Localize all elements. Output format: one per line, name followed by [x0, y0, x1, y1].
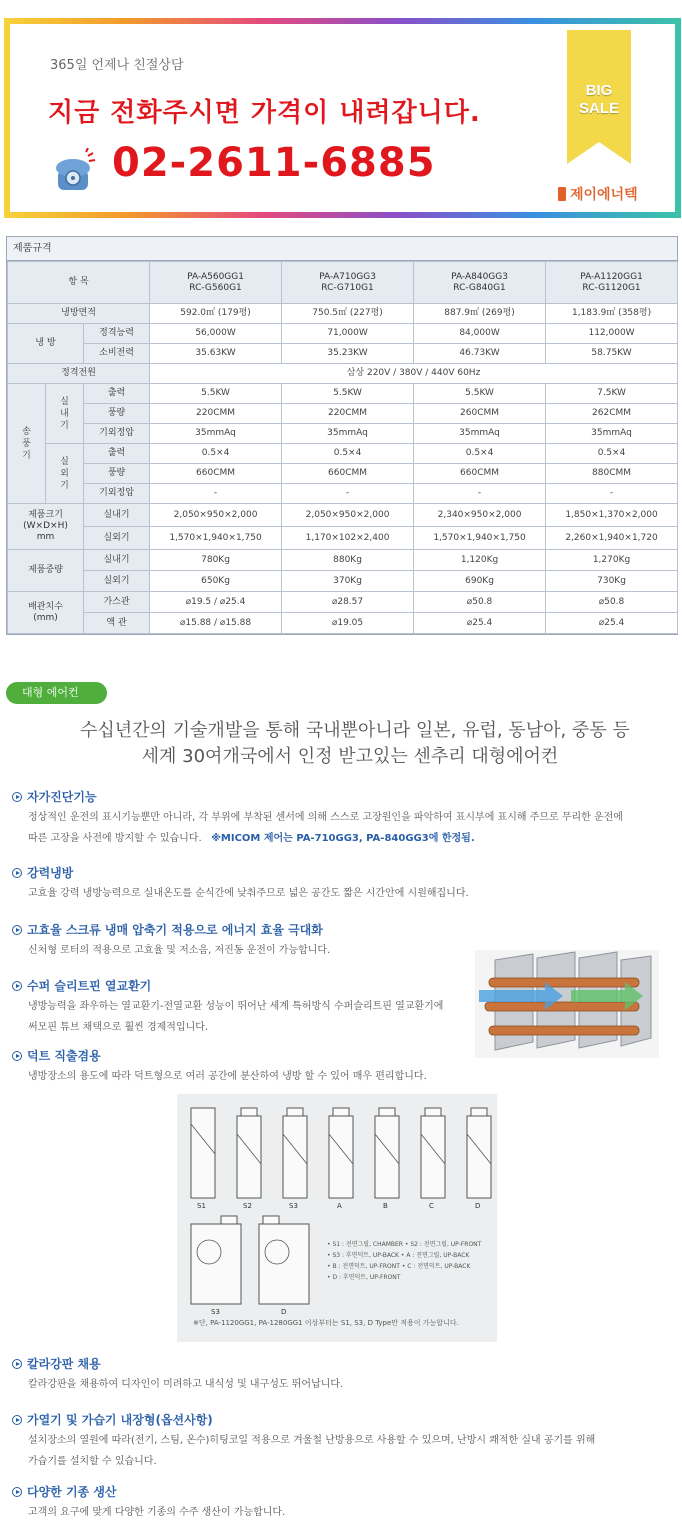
sale-line-2: SALE	[578, 100, 619, 117]
feature-line: 설치장소의 열원에 따라(전기, 스팀, 온수)히팅코일 적용으로 겨울철 난방용으로 사용할 수 있으며, 난방시 쾌적한 실내 공기를 위해	[28, 1435, 596, 1446]
table-row-size-outdoor	[8, 527, 678, 550]
feature-text	[28, 940, 330, 961]
size-label-unit: mm	[36, 532, 55, 542]
item-header: 항 목	[8, 262, 150, 304]
row-label: 실외기	[84, 527, 150, 550]
table-cell: 2,050×950×2,000	[282, 504, 414, 527]
feature-title-text: 강력냉방	[27, 866, 74, 880]
table-cell: 880CMM	[546, 464, 678, 484]
table-cell: 35mmAq	[546, 424, 678, 444]
feature-line: 고객의 요구에 맞게 다양한 기종의 수주 생산이 가능합니다.	[28, 1507, 286, 1518]
table-cell: 56,000W	[150, 324, 282, 344]
bullet-icon	[12, 1415, 22, 1425]
bullet-icon	[12, 868, 22, 878]
bullet-icon	[12, 981, 22, 991]
duct-label: D	[281, 1308, 287, 1316]
model-cell	[546, 262, 678, 304]
duct-label: A	[337, 1202, 342, 1210]
row-group-label: 냉 방	[8, 324, 84, 364]
feature-title-text: 덕트 직출겸용	[27, 1049, 101, 1063]
table-cell: 370Kg	[282, 571, 414, 592]
promo-banner	[4, 18, 681, 218]
row-subgroup-label	[46, 384, 84, 444]
feature-line: 냉방장소의 용도에 따라 덕트형으로 여러 공간에 분산하여 냉방 할 수 있어 매우 편리합니다.	[28, 1071, 427, 1082]
feature-line	[28, 828, 623, 849]
feature-title	[12, 1355, 101, 1372]
table-cell: 1,120Kg	[414, 550, 546, 571]
feature-text	[28, 883, 469, 904]
feature-title-text: 다양한 기종 생산	[27, 1485, 117, 1499]
blower-label: 송 풍 기	[22, 426, 31, 461]
table-row-weight-outdoor	[8, 571, 678, 592]
row-label: 출력	[84, 384, 150, 404]
table-cell: 592.0㎡ (179평)	[150, 304, 282, 324]
feature-title	[12, 788, 97, 805]
row-label: 액 관	[84, 613, 150, 634]
table-row-power-consumption	[8, 344, 678, 364]
table-cell: -	[150, 484, 282, 504]
row-label: 정격능력	[84, 324, 150, 344]
table-cell: 46.73KW	[414, 344, 546, 364]
table-cell: 2,050×950×2,000	[150, 504, 282, 527]
table-cell: 7.5KW	[546, 384, 678, 404]
feature-line: 정상적인 운전의 표시기능뿐만 아니라, 각 부위에 부착된 센서에 의해 스스로 고장원인을 파악하여 표시부에 표시해 주므로 무리한 운전에	[28, 812, 623, 823]
table-cell: 2,260×1,940×1,720	[546, 527, 678, 550]
row-group-label: 제품중량	[8, 550, 84, 592]
spec-table	[7, 261, 678, 634]
table-cell: 887.9㎡ (269평)	[414, 304, 546, 324]
duct-caption: ※단, PA-1120GG1, PA-1280GG1 이상부터는 S1, S3, D Type만 적용이 가능합니다.	[193, 1319, 459, 1327]
table-row-weight-indoor	[8, 550, 678, 571]
feature-note: ※MICOM 제어는 PA-710GG3, PA-840GG3에 한정됨.	[211, 833, 475, 844]
row-subgroup-label	[46, 444, 84, 504]
table-row-size-indoor	[8, 504, 678, 527]
bullet-icon	[12, 1359, 22, 1369]
table-cell: 5.5KW	[282, 384, 414, 404]
row-label: 풍량	[84, 464, 150, 484]
table-cell: 58.75KW	[546, 344, 678, 364]
feature-text	[28, 1430, 595, 1472]
table-cell: 660CMM	[150, 464, 282, 484]
bullet-icon	[12, 925, 22, 935]
row-label: 기외정압	[84, 424, 150, 444]
table-cell: ⌀25.4	[546, 613, 678, 634]
table-row-models	[8, 262, 678, 304]
table-row-outdoor-output	[8, 444, 678, 464]
feature-title	[12, 864, 73, 881]
feature-text	[28, 996, 443, 1038]
feature-line: 신처형 로터의 적용으로 고효율 및 저소음, 저진동 운전이 가능합니다.	[28, 945, 331, 956]
row-group-label	[8, 504, 84, 550]
row-label: 풍량	[84, 404, 150, 424]
table-cell: 780Kg	[150, 550, 282, 571]
bullet-icon	[12, 792, 22, 802]
model-name: PA-A840GG3	[451, 271, 508, 282]
table-row-rated-capacity	[8, 324, 678, 344]
table-cell: 660CMM	[414, 464, 546, 484]
table-cell: -	[546, 484, 678, 504]
feature-text	[28, 1374, 343, 1395]
feature-line: 써모핀 튜브 채택으로 훨씬 경제적입니다.	[28, 1022, 209, 1033]
heat-exchanger-illustration	[475, 950, 659, 1058]
row-label: 실내기	[84, 550, 150, 571]
feature-line: 칼라강판을 채용하여 디자인이 미려하고 내식성 및 내구성도 뛰어납니다.	[28, 1379, 344, 1390]
brand-name: 제이에너텍	[570, 187, 638, 203]
feature-line: 가습기를 설치할 수 있습니다.	[28, 1456, 157, 1467]
table-cell: 84,000W	[414, 324, 546, 344]
section-lead-1: 수십년간의 기술개발을 통해 국내뿐아니라 일본, 유럽, 동남아, 중동 등	[80, 720, 630, 741]
row-label: 소비전력	[84, 344, 150, 364]
table-cell: 0.5×4	[282, 444, 414, 464]
feature-title	[12, 1483, 117, 1500]
feature-line: 냉방능력을 좌우하는 열교환기-전열교환 성능이 뛰어난 세계 특허방식 수퍼슬리트핀 열교환기에	[28, 1001, 444, 1012]
table-cell: 730Kg	[546, 571, 678, 592]
brand-logo	[558, 184, 638, 204]
feature-title	[12, 1047, 101, 1064]
feature-title	[12, 977, 151, 994]
table-cell: ⌀19.5 / ⌀25.4	[150, 592, 282, 613]
table-cell: 1,570×1,940×1,750	[414, 527, 546, 550]
bullet-icon	[12, 1051, 22, 1061]
table-row-pipe-gas	[8, 592, 678, 613]
table-row-indoor-output	[8, 384, 678, 404]
duct-label: S1	[197, 1202, 206, 1210]
feature-title	[12, 1411, 213, 1428]
outdoor-group-label: 실 외 기	[60, 456, 69, 491]
table-cell: 220CMM	[282, 404, 414, 424]
table-cell: 260CMM	[414, 404, 546, 424]
spec-table-title: 제품규격	[7, 237, 677, 261]
table-cell: 660CMM	[282, 464, 414, 484]
table-cell: 35.63KW	[150, 344, 282, 364]
model-name: PA-A710GG3	[319, 271, 376, 282]
table-cell: 삼상 220V / 380V / 440V 60Hz	[150, 364, 678, 384]
table-cell: 650Kg	[150, 571, 282, 592]
feature-title-text: 고효율 스크류 냉매 압축기 적용으로 에너지 효율 극대화	[27, 923, 323, 937]
row-label: 출력	[84, 444, 150, 464]
table-cell: 1,183.9㎡ (358평)	[546, 304, 678, 324]
feature-text	[28, 1066, 427, 1087]
pipe-label-unit: (mm)	[33, 612, 58, 623]
spec-table-container	[6, 236, 678, 635]
table-cell: 1,850×1,370×2,000	[546, 504, 678, 527]
banner-phone-number[interactable]: 02-2611-6885	[112, 140, 436, 186]
table-cell: ⌀50.8	[546, 592, 678, 613]
table-cell: 1,270Kg	[546, 550, 678, 571]
model-name-outdoor: RC-G560G1	[189, 282, 242, 293]
row-group-label	[8, 592, 84, 634]
table-cell: 71,000W	[282, 324, 414, 344]
model-name-outdoor: RC-G710G1	[321, 282, 374, 293]
big-sale-ribbon	[567, 30, 631, 164]
table-cell: 5.5KW	[414, 384, 546, 404]
bullet-icon	[12, 1487, 22, 1497]
table-cell: 690Kg	[414, 571, 546, 592]
table-cell: -	[282, 484, 414, 504]
promo-banner-inner	[10, 24, 675, 212]
table-cell: 35.23KW	[282, 344, 414, 364]
row-label: 가스관	[84, 592, 150, 613]
table-cell: 35mmAq	[282, 424, 414, 444]
table-cell: ⌀50.8	[414, 592, 546, 613]
duct-label: C	[429, 1202, 434, 1210]
sale-line-1: BIG	[585, 82, 613, 99]
feature-title-text: 가열기 및 가습기 내장형(옵션사항)	[27, 1413, 213, 1427]
table-cell: 0.5×4	[150, 444, 282, 464]
duct-legend-line: • S1 : 전면그릴, CHAMBER • S2 : 전면그릴, UP-FRONT	[327, 1241, 482, 1248]
table-cell: 2,340×950×2,000	[414, 504, 546, 527]
table-cell: ⌀15.88 / ⌀15.88	[150, 613, 282, 634]
model-name: PA-A560GG1	[187, 271, 244, 282]
feature-line: 고효율 강력 냉방능력으로 실내온도를 순식간에 낮춰주므로 넓은 공간도 짧은 시간안에 시원해집니다.	[28, 888, 469, 899]
table-cell: 1,170×102×2,400	[282, 527, 414, 550]
banner-subtitle: 365일 언제나 친절상담	[50, 58, 184, 73]
duct-type-diagram	[177, 1094, 497, 1342]
telephone-icon	[52, 148, 98, 194]
feature-title-text: 자가진단기능	[27, 790, 97, 804]
table-cell: 1,570×1,940×1,750	[150, 527, 282, 550]
feature-line-text: 따른 고장을 사전에 방지할 수 있습니다.	[28, 833, 202, 844]
table-cell: 262CMM	[546, 404, 678, 424]
table-cell: ⌀28.57	[282, 592, 414, 613]
model-name: PA-A1120GG1	[580, 271, 643, 282]
table-row-indoor-static	[8, 424, 678, 444]
indoor-group-label: 실 내 기	[60, 396, 69, 431]
row-label: 냉방면적	[8, 304, 150, 324]
table-row-indoor-airflow	[8, 404, 678, 424]
duct-legend	[327, 1239, 481, 1283]
duct-label: S3	[211, 1308, 220, 1316]
duct-legend-line: • D : 후면덕트, UP-FRONT	[327, 1274, 401, 1281]
duct-legend-line: • S3 : 후면덕트, UP-BACK • A : 전면그릴, UP-BACK	[327, 1252, 470, 1259]
row-label: 기외정압	[84, 484, 150, 504]
model-cell	[414, 262, 546, 304]
table-cell: 112,000W	[546, 324, 678, 344]
table-cell: 35mmAq	[150, 424, 282, 444]
feature-text	[28, 807, 623, 849]
feature-title	[12, 921, 323, 938]
duct-label: S3	[289, 1202, 298, 1210]
table-row-outdoor-static	[8, 484, 678, 504]
row-label: 실내기	[84, 504, 150, 527]
duct-label: S2	[243, 1202, 252, 1210]
table-cell: 220CMM	[150, 404, 282, 424]
table-cell: 35mmAq	[414, 424, 546, 444]
duct-units-drawing	[177, 1094, 497, 1342]
table-row-pipe-liquid	[8, 613, 678, 634]
model-cell	[282, 262, 414, 304]
model-cell	[150, 262, 282, 304]
row-label: 정격전원	[8, 364, 150, 384]
size-label: 제품크기	[28, 510, 63, 520]
table-cell: 0.5×4	[414, 444, 546, 464]
banner-headline: 지금 전화주시면 가격이 내려갑니다.	[48, 98, 481, 128]
table-cell: 0.5×4	[546, 444, 678, 464]
table-cell: 880Kg	[282, 550, 414, 571]
table-cell: -	[414, 484, 546, 504]
table-row-outdoor-airflow	[8, 464, 678, 484]
model-name-outdoor: RC-G840G1	[453, 282, 506, 293]
section-lead-2: 세계 30여개국에서 인정 받고있는 센추리 대형에어컨	[141, 746, 559, 767]
size-label-dims: (W×D×H)	[23, 521, 68, 531]
model-name-outdoor: RC-G1120G1	[582, 282, 641, 293]
table-cell: ⌀25.4	[414, 613, 546, 634]
section-pill: 대형 에어컨	[6, 682, 107, 704]
brand-mark-icon	[558, 187, 566, 201]
table-row-area	[8, 304, 678, 324]
feature-title-text: 수퍼 슬리트핀 열교환기	[27, 979, 152, 993]
feature-text	[28, 1502, 285, 1523]
row-label: 실외기	[84, 571, 150, 592]
row-group-label	[8, 384, 46, 504]
duct-legend-line: • B : 전면덕트, UP-FRONT • C : 전면덕트, UP-BACK	[327, 1263, 471, 1270]
table-cell: 750.5㎡ (227평)	[282, 304, 414, 324]
table-cell: ⌀19.05	[282, 613, 414, 634]
feature-title-text: 칼라강판 채용	[27, 1357, 101, 1371]
table-cell: 5.5KW	[150, 384, 282, 404]
table-row-rated-power	[8, 364, 678, 384]
pipe-label: 배관치수	[28, 601, 63, 612]
duct-label: D	[475, 1202, 481, 1210]
duct-label: B	[383, 1202, 388, 1210]
